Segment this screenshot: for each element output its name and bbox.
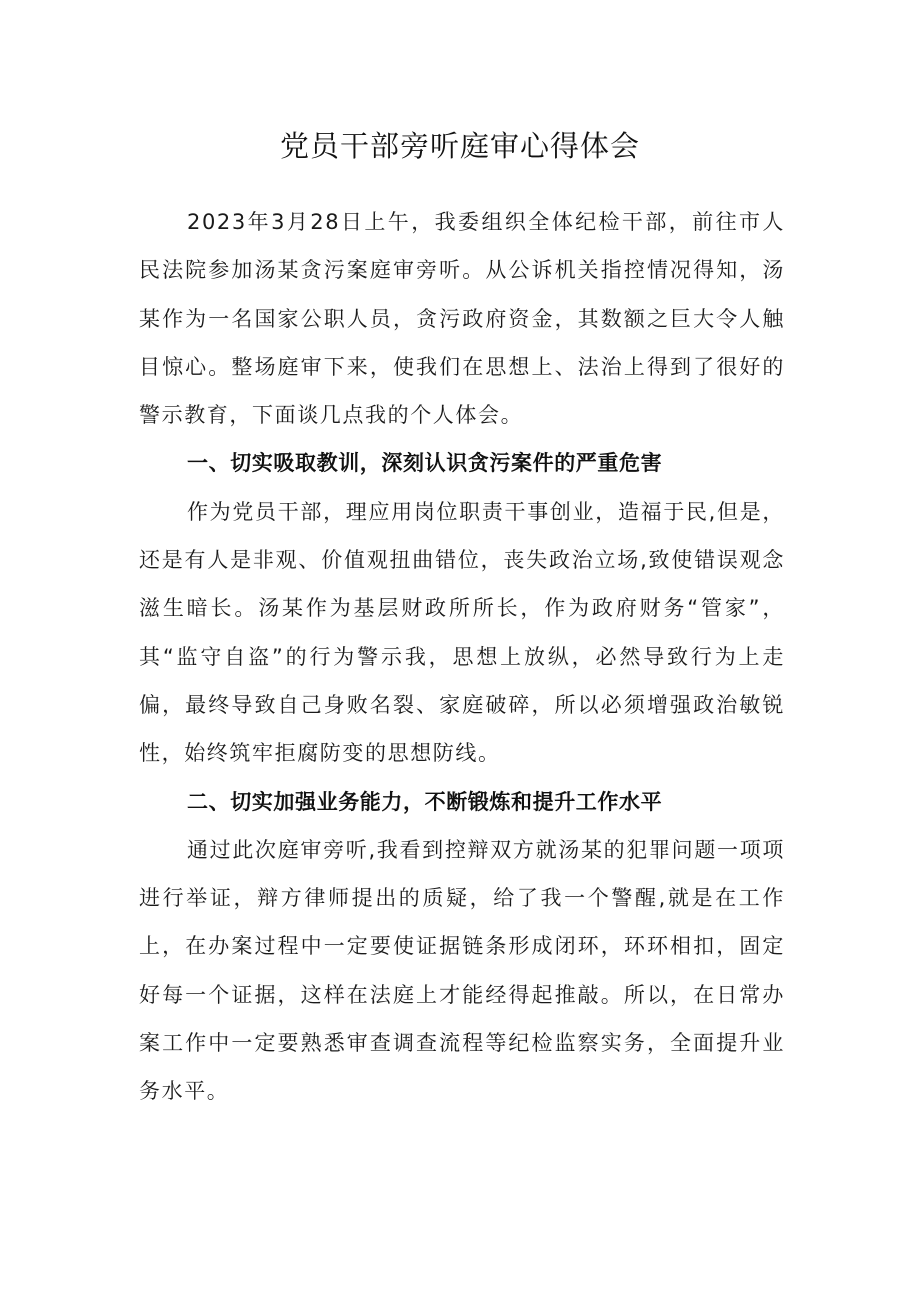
section-paragraph-2: 通过此次庭审旁听,我看到控辩双方就汤某的犯罪问题一项项进行举证，辩方律师提出的质疑，给了我一个警醒,就是在工作上，在办案过程中一定要使证据链条形成闭环，环环相扣，固定好每一个证据，这样在法庭上才能经得起推敲。所以，在日常办案工作中一定要熟悉审查调查流程等纪检监察实务，全面提升业务水平。: [139, 837, 785, 1104]
document-title: 党员干部旁听庭审心得体会: [279, 129, 640, 163]
section-paragraph-1: 作为党员干部，理应用岗位职责干事创业，造福于民,但是，还是有人是非观、价值观扭曲错位，丧失政治立场,致使错误观念滋生暗长。汤某作为基层财政所所长，作为政府财务“管家”，其“监守自盗”的行为警示我，思想上放纵，必然导致行为上走偏，最终导致自己身败名裂、家庭破碎，所以必须增强政治敏锐性，始终筑牢拒腐防变的思想防线。: [139, 499, 785, 766]
document-body: [139, 198, 785, 1116]
section-heading-1: 一、切实吸取教训，深刻认识贪污案件的严重危害: [187, 451, 663, 476]
intro-paragraph: 2023年3月28日上午，我委组织全体纪检干部，前往市人民法院参加汤某贪污案庭审旁听。从公诉机关指控情况得知，汤某作为一名国家公职人员，贪污政府资金，其数额之巨大令人触目惊心。整场庭审下来，使我们在思想上、法治上得到了很好的警示教育，下面谈几点我的个人体会。: [139, 210, 785, 428]
section-heading-2: 二、切实加强业务能力，不断锻炼和提升工作水平: [187, 789, 663, 814]
